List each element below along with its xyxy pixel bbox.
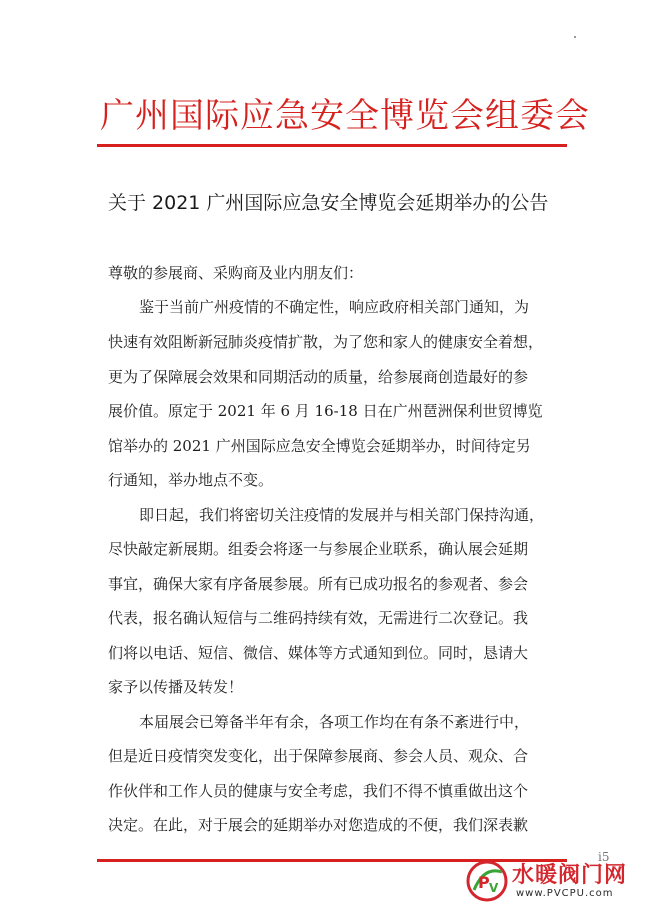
paragraph-line: 展价值。原定于 2021 年 6 月 16-18 日在广州琶洲保利世贸博览 [108,402,543,420]
paragraph-line: 作伙伴和工作人员的健康与安全考虑，我们不得不慎重做出这个 [108,782,529,800]
announcement-heading: 关于 2021 广州国际应急安全博览会延期举办的公告 [108,192,549,214]
salutation-line: 尊敬的参展商、采购商及业内朋友们： [108,264,364,282]
paragraph-line: 家予以传播及转发！ [108,678,244,696]
paragraph-line: 更为了保障展会效果和同期活动的质量，给参展商创造最好的参 [108,368,529,386]
paragraph-line: 决定。在此，对于展会的延期举办对您造成的不便，我们深表歉 [108,816,529,834]
paragraph-line: 即日起，我们将密切关注疫情的发展并与相关部门保持沟通， [139,506,545,524]
paragraph-line: 本届展会已筹备半年有余，各项工作均在有条不紊进行中， [139,713,530,731]
paragraph-line: 馆举办的 2021 广州国际应急安全博览会延期举办，时间待定另 [108,437,531,455]
paragraph-line: 事宜，确保大家有序备展参展。所有已成功报名的参观者、参会 [108,575,529,593]
watermark-site-name: 水暖阀门网 [512,863,628,888]
pv-logo-icon [466,860,508,902]
organization-title: 广州国际应急安全博览会组委会 [100,96,590,136]
paragraph-line: 行通知，举办地点不变。 [108,471,274,489]
paragraph-line: 鉴于当前广州疫情的不确定性，响应政府相关部门通知，为 [139,298,530,316]
watermark-site-url[interactable]: www.PVCPU.com [516,888,614,899]
paragraph-line: 但是近日疫情突发变化，出于保障参展商、参会人员、观众、合 [108,747,529,765]
scan-speck [574,36,576,38]
paragraph-line: 们将以电话、短信、微信、媒体等方式通知到位。同时，恳请大 [108,644,529,662]
svg-text:P: P [478,873,490,892]
site-watermark[interactable] [466,858,640,910]
paragraph-line: 代表，报名确认短信与二维码持续有效，无需进行二次登记。我 [108,609,529,627]
paragraph-line: 尽快敲定新展期。组委会将逐一与参展企业联系，确认展会延期 [108,540,529,558]
scan-corner-mark: i5 [598,850,610,864]
header-red-rule [97,144,567,147]
svg-text:V: V [489,881,499,895]
paragraph-line: 快速有效阻断新冠肺炎疫情扩散，为了您和家人的健康安全着想， [108,333,544,351]
